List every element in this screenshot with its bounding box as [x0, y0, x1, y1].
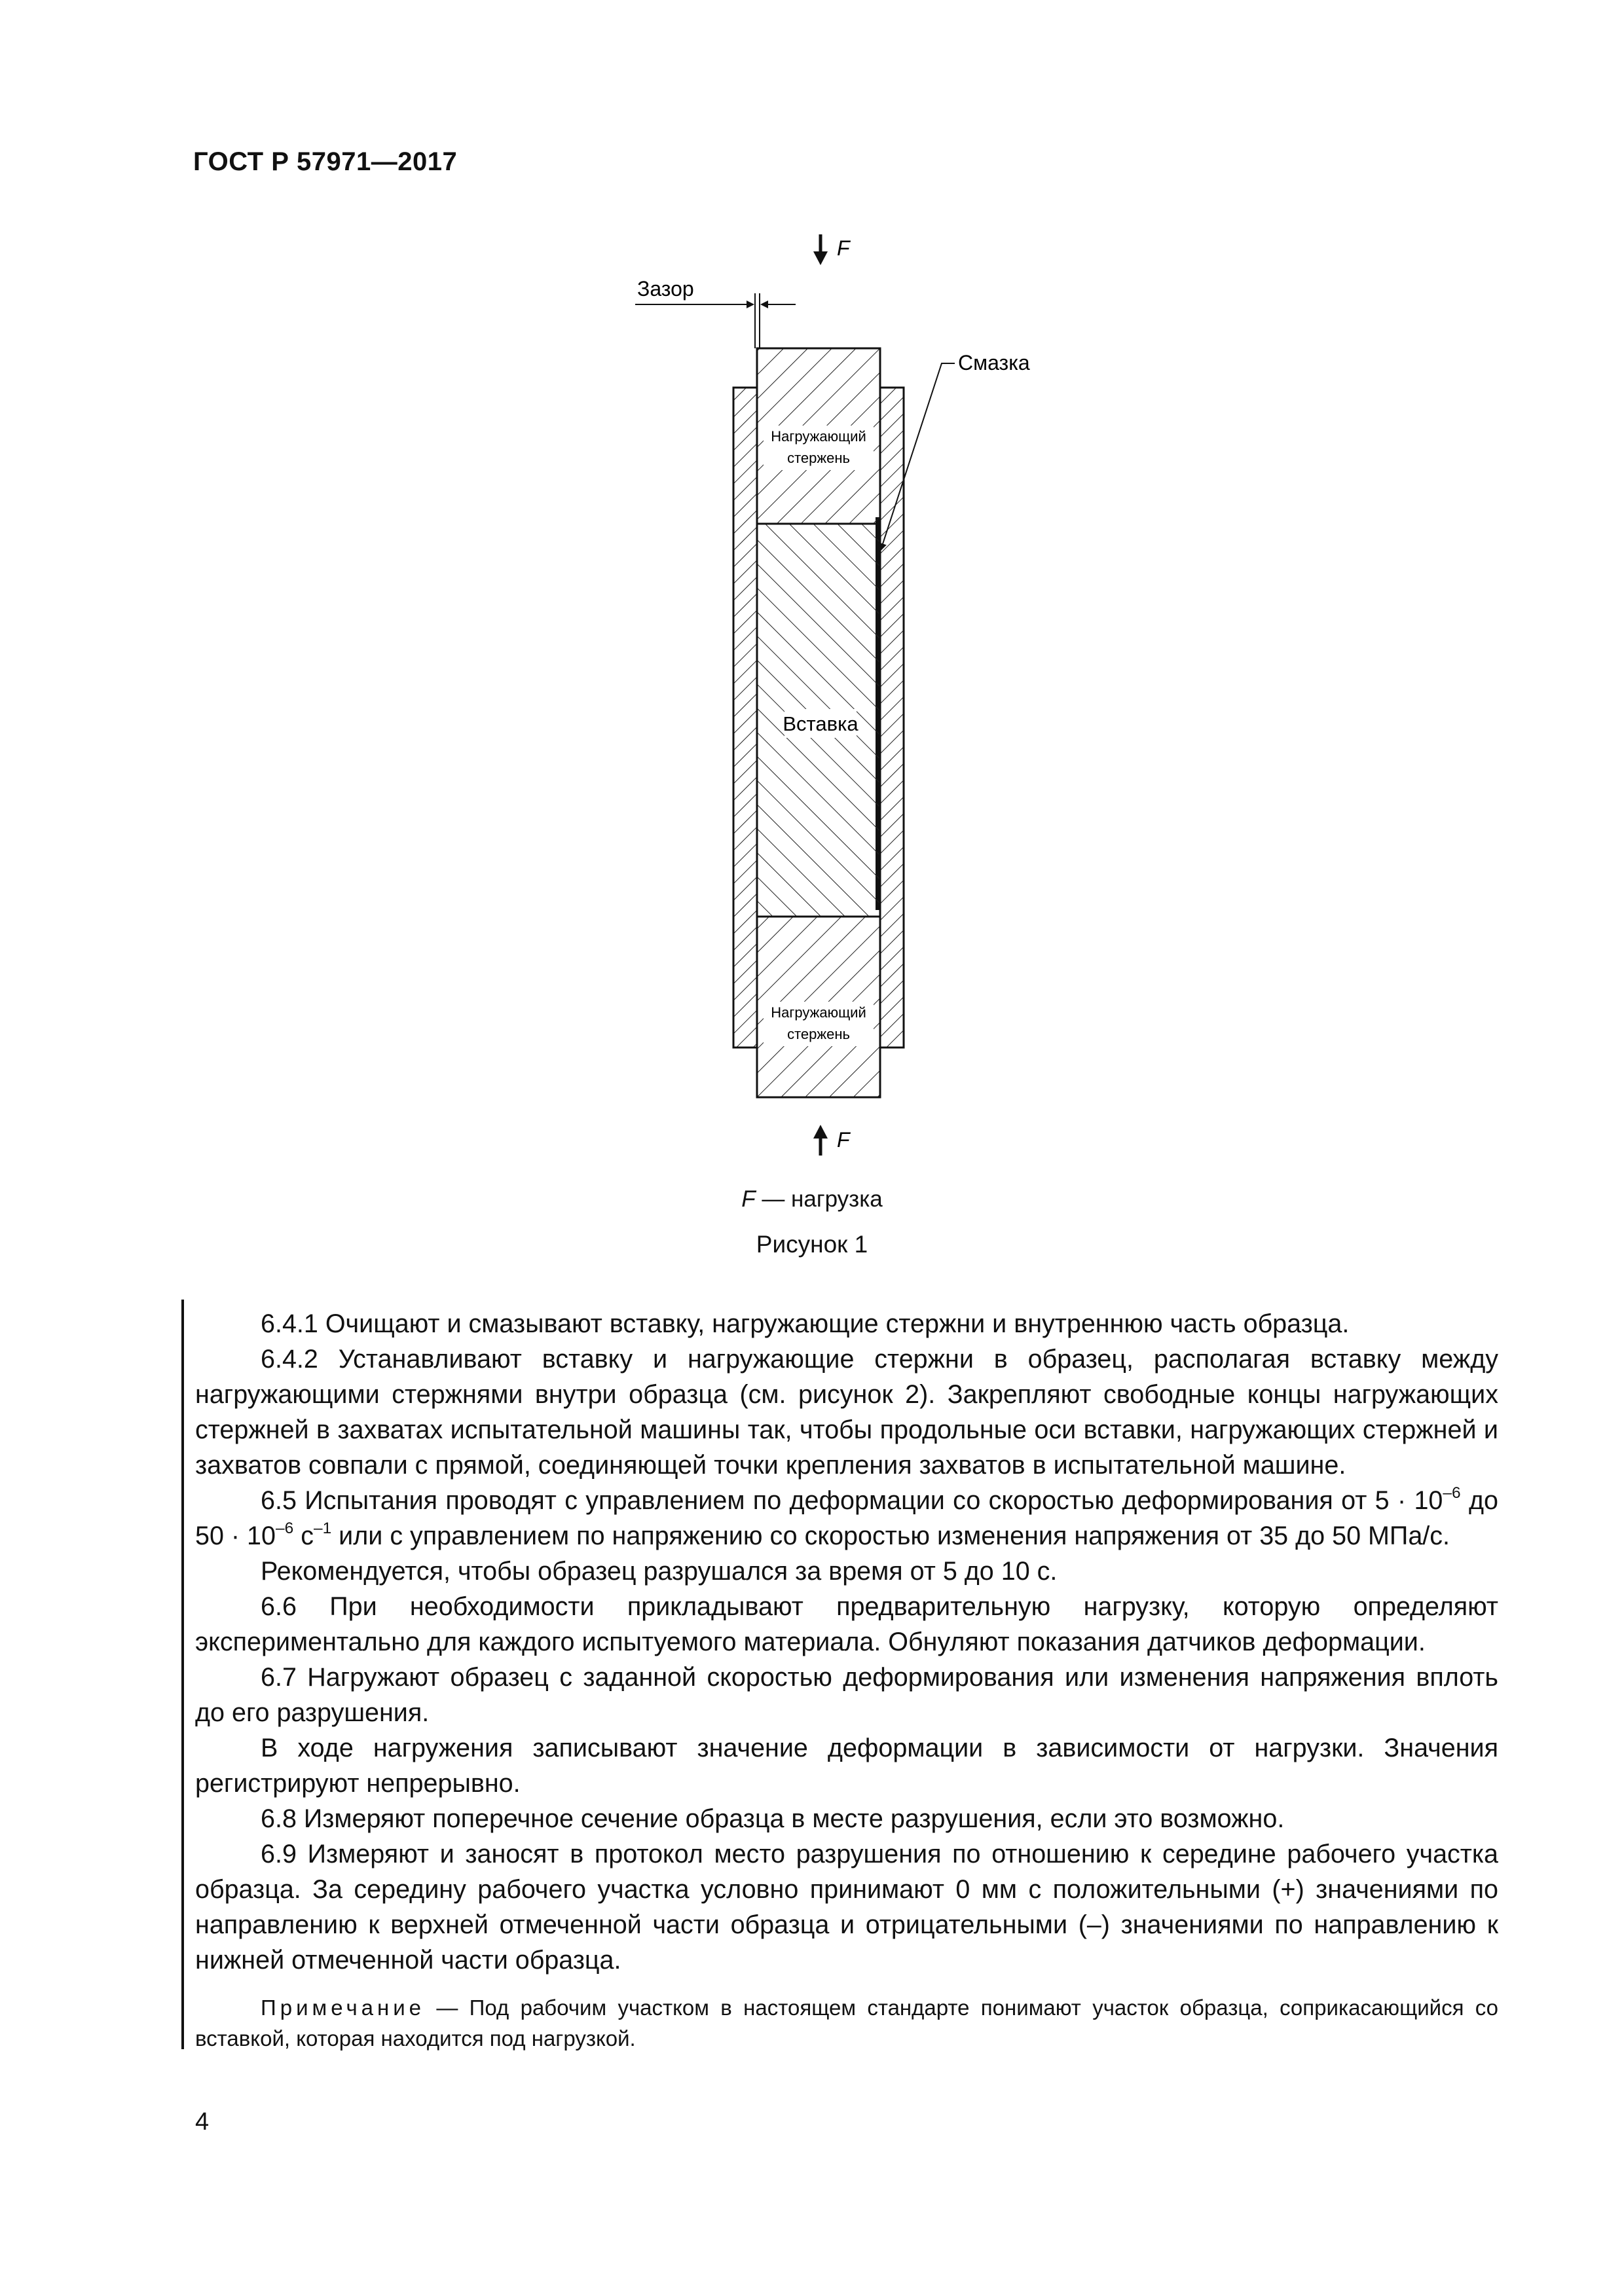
label-gap: Зазор: [637, 277, 694, 301]
label-rod-bottom-2: стержень: [787, 1026, 850, 1042]
paragraph-6-4-2: 6.4.2 Устанавливают вставку и нагружающие стержни в образец, располагая вставку между нагружающими стержнями внутри образца (см. рисунок 2). Закрепляют свободные концы нагружающих стержней в захватах испытательной машины так, чтобы продольные оси вставки, нагружающих стержней и захватов совпали с прямой, соединяющей точки крепления захватов в испытательной машине.: [195, 1345, 1498, 1480]
body-text: [195, 1306, 1498, 2054]
force-arrow-top-head: [813, 251, 828, 265]
page-number: 4: [195, 2108, 210, 2136]
label-rod-bottom-1: Нагружающий: [771, 1004, 866, 1021]
paragraph-6-7: 6.7 Нагружают образец с заданной скоростью деформирования или изменения напряжения вплоть до его разрушения.: [195, 1663, 1498, 1727]
paragraph-6-5: 6.5 Испытания проводят с управлением по деформации со скоростью деформирования от $5 \cdot 10^{-6}$ до $50 \cdot 10^{-6}$ $с^{-1}$ или с управлением по напряжению со скоростью изменения напряжения от 35 до 50 МПа/с.: [195, 1484, 1498, 1550]
paragraph-6-8: 6.8 Измеряют поперечное сечение образца в месте разрушения, если это возможно.: [261, 1804, 1285, 1833]
figure-legend: [0, 1186, 1624, 1212]
note: [195, 1992, 1498, 2054]
document-header: ГОСТ Р 57971—2017: [193, 147, 458, 176]
force-label-bottom: F: [837, 1128, 850, 1152]
force-label-top: F: [837, 236, 850, 260]
paragraph-6-4-1: 6.4.1 Очищают и смазывают вставку, нагружающие стержни и внутреннюю часть образца.: [261, 1309, 1350, 1338]
note-label: Примечание: [261, 1995, 426, 2020]
figure-caption: Рисунок 1: [756, 1231, 868, 1258]
paragraph-6-6: 6.6 При необходимости прикладывают предварительную нагрузку, которую определяют экспериментально для каждого испытуемого материала. Обнуляют показания датчиков деформации.: [195, 1592, 1498, 1656]
note-text: — Под рабочим участком в настоящем стандарте понимают участок образца, соприкасающийся со вставкой, которая находится под нагрузкой.: [195, 1995, 1498, 2050]
force-arrow-bottom-head: [813, 1125, 828, 1139]
paragraph-6-9: 6.9 Измеряют и заносят в протокол место разрушения по отношению к середине рабочего участка образца. За середину рабочего участка условно принимают 0 мм с положительными (+) значениями по направлению к верхней отмеченной части образца и отрицательными (–) значениями по направлению к нижней отмеченной части образца.: [195, 1840, 1498, 1975]
paragraph-6-5-b: Рекомендуется, чтобы образец разрушался за время от 5 до 10 с.: [261, 1557, 1058, 1586]
label-lubricant: Смазка: [958, 351, 1030, 374]
specimen-wall-left: [733, 388, 757, 1048]
change-bar: [181, 1300, 184, 2049]
paragraph-6-7-b: В ходе нагружения записывают значение деформации в зависимости от нагрузки. Значения регистрируют непрерывно.: [195, 1734, 1498, 1798]
label-insert: Вставка: [783, 712, 858, 735]
legend-symbol: F: [741, 1186, 756, 1212]
specimen-wall-right: [880, 388, 904, 1048]
label-rod-top-1: Нагружающий: [771, 428, 866, 445]
legend-text: — нагрузка: [755, 1186, 883, 1212]
label-rod-top-2: стержень: [787, 450, 850, 466]
